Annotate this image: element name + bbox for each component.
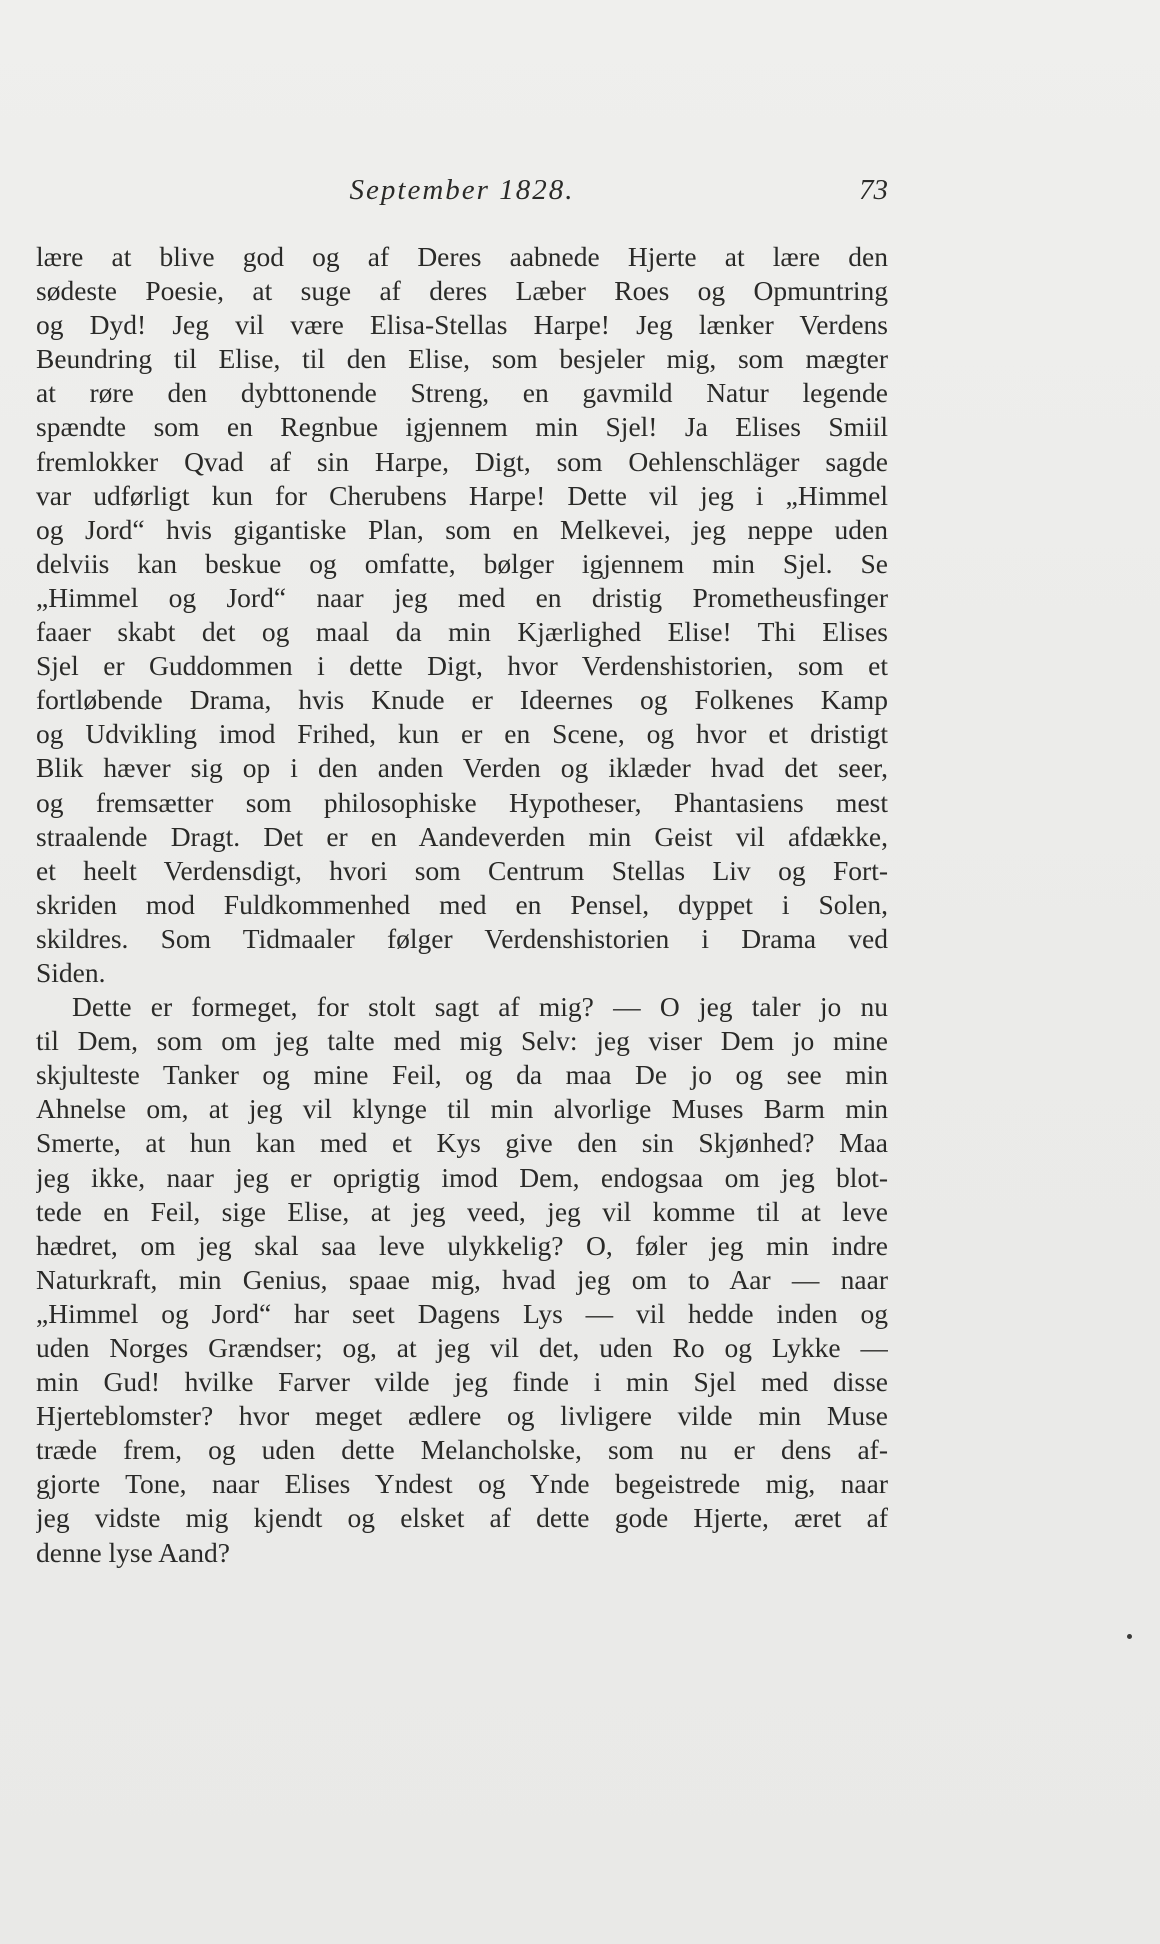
text-line: Blik hæver sig op i den anden Verden og iklæder hvad det seer, [36, 752, 888, 784]
paragraph-1 [36, 240, 888, 990]
text-line: uden Norges Grændser; og, at jeg vil det, uden Ro og Lykke — [36, 1332, 888, 1363]
text-line: Hjerteblomster? hvor meget ædlere og livligere vilde min Muse [36, 1400, 888, 1432]
text-line: jeg vidste mig kjendt og elsket af dette gode Hjerte, æret af [36, 1502, 888, 1534]
text-line: og Udvikling imod Frihed, kun er en Scene, og hvor et dristigt [36, 718, 888, 750]
text-line: var udførligt kun for Cherubens Harpe! Dette vil jeg i „Himmel [36, 479, 888, 511]
paper-speck [1127, 1634, 1132, 1639]
text-line: et heelt Verdensdigt, hvori som Centrum Stellas Liv og Fort- [36, 854, 888, 886]
text-line: træde frem, og uden dette Melancholske, som nu er dens af- [36, 1434, 888, 1466]
running-head [36, 170, 888, 210]
text-line: Siden. [36, 956, 106, 988]
body-text [36, 240, 888, 1570]
text-line: skjulteste Tanker og mine Feil, og da maa De jo og see min [36, 1059, 888, 1091]
text-line: gjorte Tone, naar Elises Yndest og Ynde begeistrede mig, naar [36, 1468, 888, 1500]
text-line: og fremsætter som philosophiske Hypotheser, Phantasiens mest [36, 786, 888, 818]
paragraph-2 [36, 990, 888, 1570]
text-line: Dette er formeget, for stolt sagt af mig? — O jeg taler jo nu [72, 991, 888, 1023]
text-line: delviis kan beskue og omfatte, bølger igjennem min Sjel. Se [36, 547, 888, 579]
text-line: skriden mod Fuldkommenhed med en Pensel, dyppet i Solen, [36, 888, 888, 920]
text-line: tede en Feil, sige Elise, at jeg veed, jeg vil komme til at leve [36, 1195, 888, 1227]
text-line: lære at blive god og af Deres aabnede Hjerte at lære den [36, 241, 888, 272]
text-line: „Himmel og Jord“ naar jeg med en dristig Prometheusfinger [36, 581, 888, 613]
text-line: denne lyse Aand? [36, 1536, 230, 1568]
text-line: Beundring til Elise, til den Elise, som besjeler mig, som mægter [36, 343, 888, 375]
page-number: 73 [859, 174, 888, 206]
text-line: faaer skabt det og maal da min Kjærlighed Elise! Thi Elises [36, 616, 888, 648]
text-line: fortløbende Drama, hvis Knude er Ideernes og Folkenes Kamp [36, 684, 888, 716]
text-line: Ahnelse om, at jeg vil klynge til min alvorlige Muses Barm min [36, 1093, 888, 1125]
text-line: „Himmel og Jord“ har seet Dagens Lys — vil hedde inden og [36, 1297, 888, 1329]
text-line: min Gud! hvilke Farver vilde jeg finde i min Sjel med disse [36, 1366, 888, 1398]
text-line: jeg ikke, naar jeg er oprigtig imod Dem, endogsaa om jeg blot- [36, 1161, 888, 1193]
text-line: og Dyd! Jeg vil være Elisa-Stellas Harpe! Jeg lænker Verdens [36, 309, 888, 341]
text-line: Smerte, at hun kan med et Kys give den sin Skjønhed? Maa [36, 1127, 888, 1159]
text-line: til Dem, som om jeg talte med mig Selv: jeg viser Dem jo mine [36, 1025, 888, 1057]
running-title: September 1828. [349, 174, 575, 206]
text-line: sødeste Poesie, at suge af deres Læber Roes og Opmuntring [36, 275, 888, 307]
text-line: at røre den dybttonende Streng, en gavmild Natur legende [36, 377, 888, 409]
text-line: Sjel er Guddommen i dette Digt, hvor Verdenshistorien, som et [36, 650, 888, 682]
text-line: straalende Dragt. Det er en Aandeverden min Geist vil afdække, [36, 820, 888, 852]
text-line: skildres. Som Tidmaaler følger Verdenshistorien i Drama ved [36, 922, 888, 954]
text-line: fremlokker Qvad af sin Harpe, Digt, som Oehlenschläger sagde [36, 445, 888, 477]
text-line: hædret, om jeg skal saa leve ulykkelig? O, føler jeg min indre [36, 1229, 888, 1261]
text-line: Naturkraft, min Genius, spaae mig, hvad jeg om to Aar — naar [36, 1263, 888, 1295]
text-line: og Jord“ hvis gigantiske Plan, som en Melkevei, jeg neppe uden [36, 513, 888, 545]
text-line: spændte som en Regnbue igjennem min Sjel! Ja Elises Smiil [36, 411, 888, 443]
